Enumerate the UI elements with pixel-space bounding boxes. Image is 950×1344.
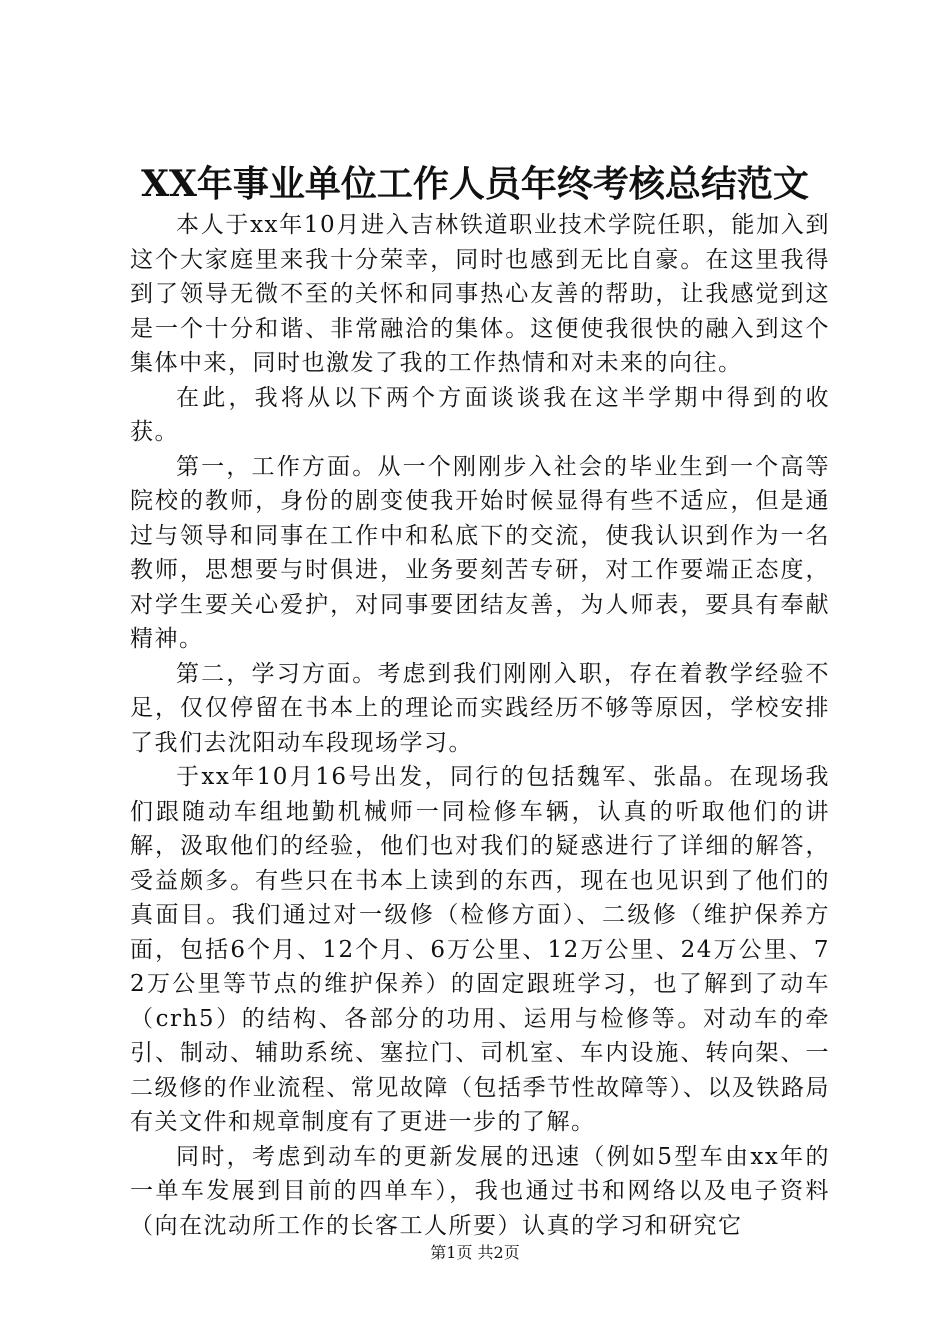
paragraph-3: 第一，工作方面。从一个刚刚步入社会的毕业生到一个高等院校的教师，身份的剧变使我开始时候显得有些不适应，但是通过与领导和同事在工作中和私底下的交流，使我认识到作为一名教师，思想要与时俱进，业务要刻苦专研，对工作要端正态度，对学生要关心爱护，对同事要团结友善，为人师表，要具有奉献精神。 [130, 453, 830, 652]
page-footer: 第1页 共2页 [430, 1243, 520, 1262]
paragraph-2: 在此，我将从以下两个方面谈谈我在这半学期中得到的收获。 [130, 384, 830, 445]
document-title: XX年事业单位工作人员年终考核总结范文 [141, 163, 809, 205]
paragraph-6: 同时，考虑到动车的更新发展的迅速（例如5型车由xx年的一单车发展到目前的四单车），我也通过书和网络以及电子资料（向在沈动所工作的长客工人所要）认真的学习和研究它 [130, 1143, 830, 1239]
paragraph-1: 本人于xx年10月进入吉林铁道职业技术学院任职，能加入到这个大家庭里来我十分荣幸，同时也感到无比自豪。在这里我得到了领导无微不至的关怀和同事热心友善的帮助，让我感觉到这是一个十分和谐、非常融洽的集体。这便使我很快的融入到这个集体中来，同时也激发了我的工作热情和对未来的向往。 [130, 212, 830, 376]
paragraph-5: 于xx年10月16号出发，同行的包括魏军、张晶。在现场我们跟随动车组地勤机械师一同检修车辆，认真的听取他们的讲解，汲取他们的经验，他们也对我们的疑惑进行了详细的解答，受益颇多。有些只在书本上读到的东西，现在也见识到了他们的真面目。我们通过对一级修（检修方面）、二级修（维护保养方面，包括6个月、12个月、6万公里、12万公里、24万公里、72万公里等节点的维护保养）的固定跟班学习，也了解到了动车（crh5）的结构、各部分的功用、运用与检修等。对动车的牵引、制动、辅助系统、塞拉门、司机室、车内设施、转向架、一二级修的作业流程、常见故障（包括季节性故障等）、以及铁路局有关文件和规章制度有了更进一步的了解。 [130, 764, 830, 1135]
document-body [130, 208, 830, 1243]
paragraph-4: 第二，学习方面。考虑到我们刚刚入职，存在着教学经验不足，仅仅停留在书本上的理论而实践经历不够等原因，学校安排了我们去沈阳动车段现场学习。 [130, 660, 830, 756]
